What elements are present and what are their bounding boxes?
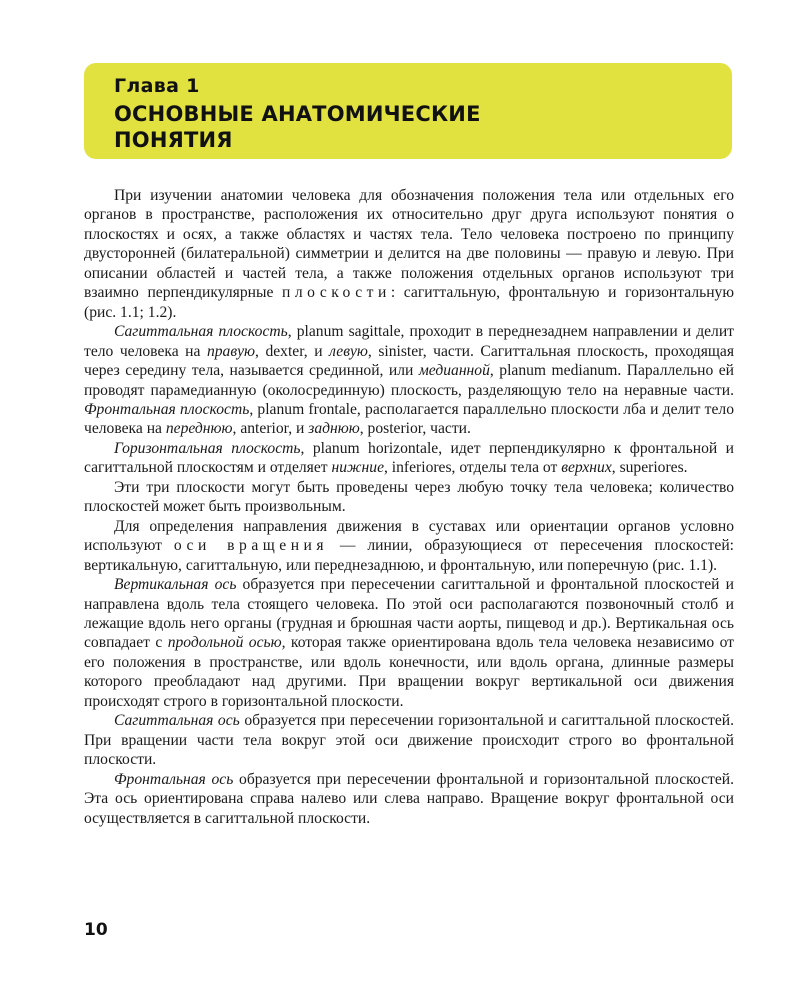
text-run: , superiores.	[611, 459, 688, 477]
text-run: образуется при пересечении сагиттальной и фронтальной плоскостей и направлена вдоль тела стоящего человека. По этой оси располагаются позвоночный столб и лежащие вдоль него органы (грудная и брюшная части аорты, пищевод и др.). Вертикальная ось совпадает с	[84, 576, 734, 652]
text-run: , inferiores, отделы тела от	[384, 459, 562, 477]
spaced-term: плоскости	[282, 284, 391, 302]
text-run: , dexter, и	[255, 342, 330, 360]
text-run: , planum frontale, располагается параллельно плоскости лба и делит тело человека на	[84, 400, 735, 438]
text-run: , planum medianum. Параллельно ей проводят парамедианную (околосрединную) плоскость, разделяющую тело на неравные части.	[84, 362, 734, 399]
text-run: , planum horizontale, идет перпендикулярно к фронтальной и сагиттальной плоскостям и отделяет	[84, 439, 734, 477]
text-run: образуется при пересечении горизонтальной и сагиттальной плоскостей. При вращении части тела вокруг этой оси движение происходит строго во фронтальной плоскости.	[84, 712, 734, 769]
text-run: , sinister, части. Сагиттальная плоскость, проходящая через середину тела, называется срединной, или	[84, 342, 734, 380]
paragraph	[84, 439, 734, 478]
italic-term: Горизонтальная плоскость	[114, 439, 301, 457]
italic-term: правую	[206, 342, 256, 360]
italic-term: нижние	[331, 459, 384, 477]
spaced-term: оси вращения	[173, 537, 329, 555]
chapter-title-line: ОСНОВНЫЕ АНАТОМИЧЕСКИЕ	[114, 102, 481, 126]
paragraph	[84, 517, 734, 575]
chapter-title-line: ПОНЯТИЯ	[114, 128, 233, 152]
text-run: : сагиттальную, фронтальную и горизонтальную (рис. 1.1; 1.2).	[84, 284, 735, 321]
italic-term: верхних	[561, 459, 612, 477]
page-number: 10	[84, 920, 108, 940]
text-run: , anterior, и	[232, 420, 309, 438]
paragraph	[84, 770, 734, 828]
text-run: Для определения направления движения в суставах или ориентации органов условно используют	[84, 517, 734, 555]
paragraph	[84, 186, 734, 322]
italic-term: Сагиттальная плоскость	[114, 323, 288, 341]
chapter-label: Глава 1	[114, 75, 200, 97]
italic-term: Сагиттальная ось	[114, 712, 240, 730]
text-run: образуется при пересечении фронтальной и горизонтальной плоскостей. Эта ось ориентирована справа налево или слева направо. Вращение вокруг фронтальной оси осуществляется в сагиттальной плоскости.	[84, 770, 734, 827]
italic-term: Вертикальная ось	[114, 576, 237, 594]
body-text	[84, 186, 734, 828]
italic-term: Фронтальная плоскость	[84, 400, 250, 418]
italic-term: левую	[329, 342, 368, 360]
text-run: , planum sagittale, проходит в переднезаднем направлении и делит тело человека на	[84, 323, 734, 360]
paragraph	[84, 711, 734, 769]
text-run: , posterior, части.	[359, 420, 471, 438]
chapter-title	[114, 101, 702, 153]
text-run: которая также ориентирована вдоль тела человека независимо от его положения в пространстве, или вдоль конечности, или вдоль органа, длинные размеры которого преобладают над другими. При вращении вокруг вертикальной оси движения происходят строго в горизонтальной плоскости.	[84, 634, 734, 710]
italic-term: продольной осью,	[167, 634, 286, 652]
italic-term: Фронтальная ось	[114, 770, 234, 788]
paragraph	[84, 478, 734, 517]
text-run: Эти три плоскости могут быть проведены через любую точку тела человека; количество плоскостей может быть произвольным.	[84, 478, 734, 516]
italic-term: медианной	[418, 362, 490, 380]
paragraph	[84, 322, 734, 439]
italic-term: заднюю	[308, 420, 360, 438]
chapter-header-box	[84, 63, 732, 159]
text-run: — линии, образующиеся от пересечения плоскостей: вертикальную, сагиттальную, или переднезаднюю, и фронтальную, или поперечную (рис. 1.1).	[84, 537, 734, 574]
paragraph	[84, 575, 734, 711]
text-run: При изучении анатомии человека для обозначения положения тела или отдельных его органов в пространстве, расположения их относительно друг друга используют понятия о плоскостях и осях, а также областях и частях тела. Тело человека построено по принципу двусторонней (билатеральной) симметрии и делится на две половины — правую и левую. При описании областей и частей тела, а также положения отдельных органов используют три взаимно перпендикулярные	[84, 187, 734, 302]
italic-term: переднюю	[165, 420, 233, 438]
